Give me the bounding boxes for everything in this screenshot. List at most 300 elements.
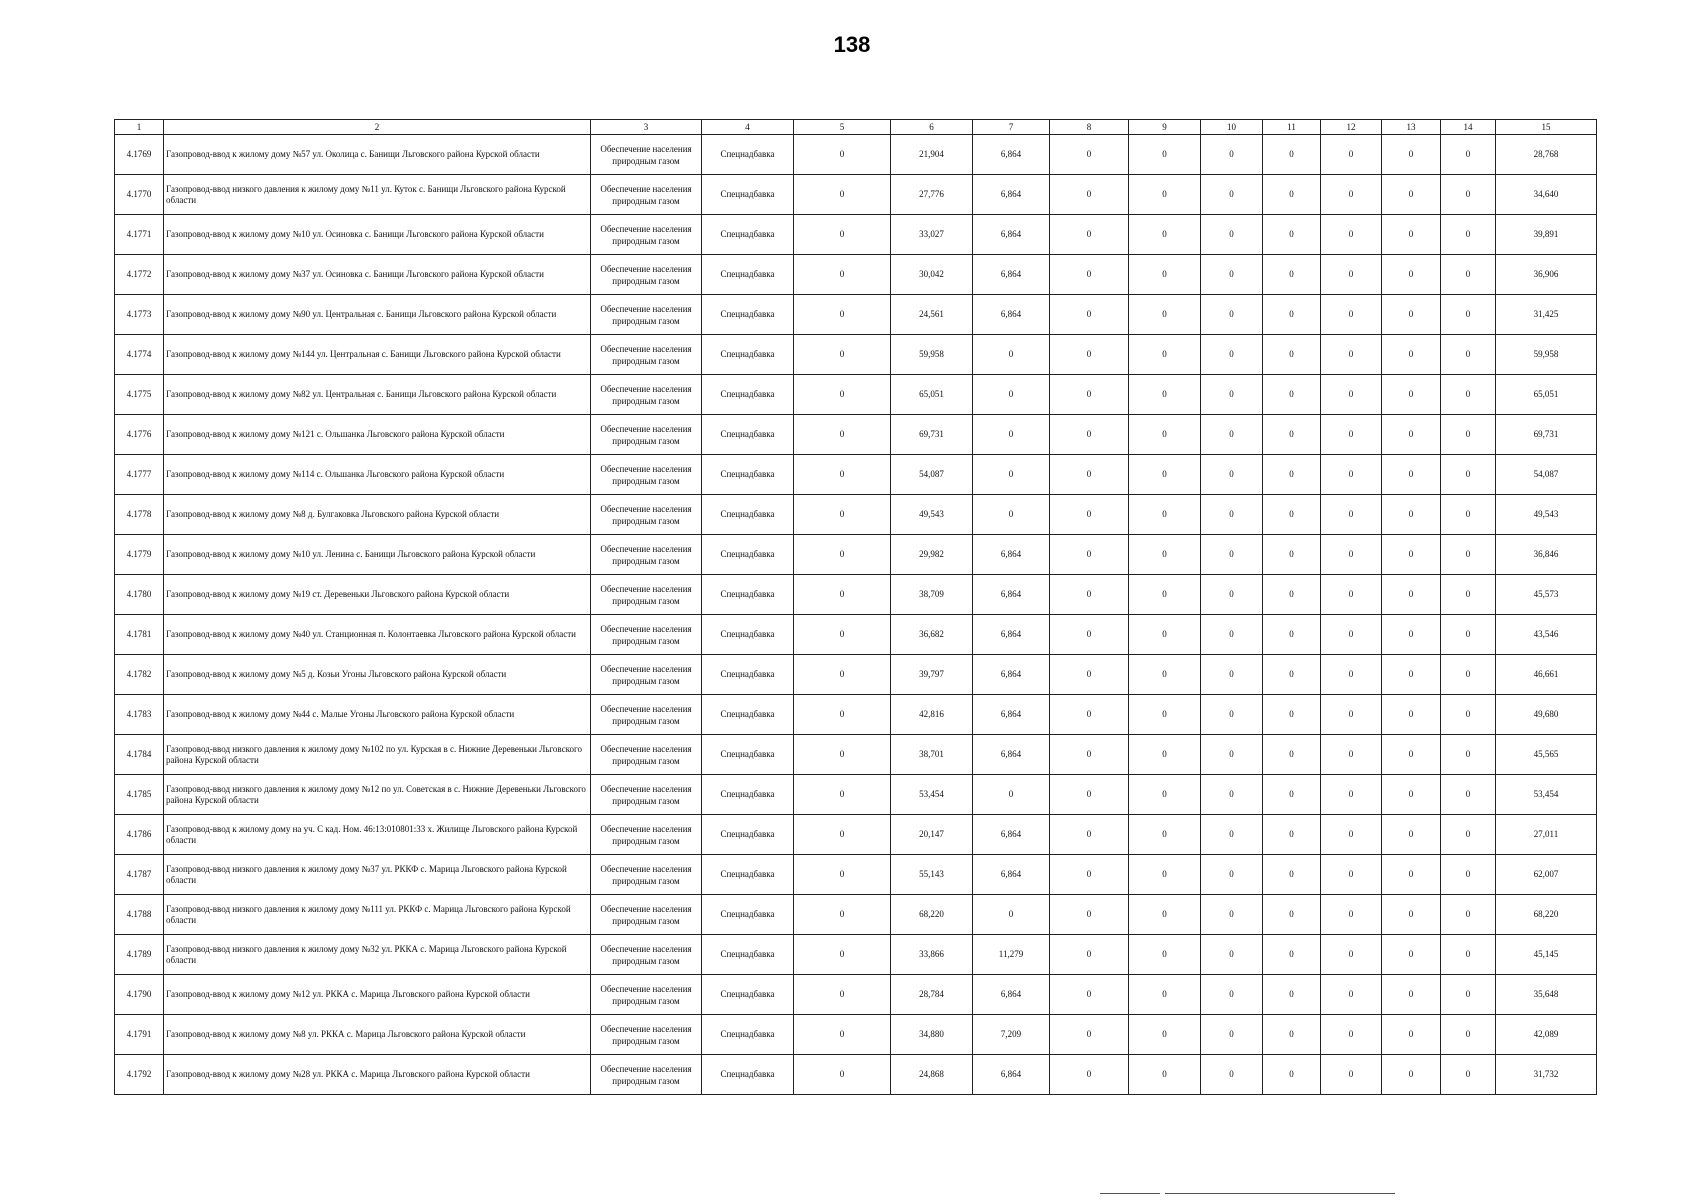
- object-name: Газопровод-ввод низкого давления к жилому дому №37 ул. РККФ с. Марица Льговского района Курской области: [164, 855, 591, 895]
- value-cell: 0: [1050, 975, 1129, 1015]
- value-cell: 0: [1382, 1015, 1441, 1055]
- value-cell: 0: [1321, 1055, 1382, 1095]
- value-cell: 28,784: [891, 975, 973, 1015]
- row-index: 4.1773: [115, 295, 164, 335]
- purpose-cell: Обеспечение населения природным газом: [591, 255, 702, 295]
- value-cell: 0: [1382, 655, 1441, 695]
- value-cell: 0: [1321, 895, 1382, 935]
- object-name: Газопровод-ввод к жилому дому №90 ул. Центральная с. Банищи Льговского района Курской области: [164, 295, 591, 335]
- value-cell: 0: [1321, 375, 1382, 415]
- value-cell: 6,864: [973, 1055, 1050, 1095]
- row-index: 4.1785: [115, 775, 164, 815]
- value-cell: 29,982: [891, 535, 973, 575]
- column-header: 12: [1321, 120, 1382, 135]
- value-cell: 0: [1441, 855, 1496, 895]
- source-cell: Спецнадбавка: [702, 335, 794, 375]
- total-cell: 27,011: [1496, 815, 1597, 855]
- value-cell: 0: [1382, 255, 1441, 295]
- value-cell: 0: [1263, 455, 1321, 495]
- table-row: [115, 335, 1597, 375]
- value-cell: 0: [1321, 855, 1382, 895]
- value-cell: 68,220: [891, 895, 973, 935]
- table-header-row: [115, 120, 1597, 135]
- value-cell: 0: [973, 455, 1050, 495]
- source-cell: Спецнадбавка: [702, 1015, 794, 1055]
- value-cell: 0: [1129, 975, 1201, 1015]
- value-cell: 0: [1050, 735, 1129, 775]
- value-cell: 0: [1201, 255, 1263, 295]
- value-cell: 0: [1201, 975, 1263, 1015]
- purpose-cell: Обеспечение населения природным газом: [591, 575, 702, 615]
- value-cell: 49,543: [891, 495, 973, 535]
- value-cell: 0: [1129, 375, 1201, 415]
- table-body: [115, 135, 1597, 1095]
- page-number: 138: [833, 32, 871, 57]
- value-cell: 0: [1321, 815, 1382, 855]
- value-cell: 0: [1201, 1055, 1263, 1095]
- value-cell: 0: [1050, 1015, 1129, 1055]
- column-header: 10: [1201, 120, 1263, 135]
- value-cell: 0: [1382, 615, 1441, 655]
- object-name: Газопровод-ввод к жилому дому №12 ул. РККА с. Марица Льговского района Курской области: [164, 975, 591, 1015]
- value-cell: 42,816: [891, 695, 973, 735]
- value-cell: 0: [1441, 975, 1496, 1015]
- value-cell: 0: [1321, 1015, 1382, 1055]
- object-name: Газопровод-ввод к жилому дому №5 д. Козьи Угоны Льговского района Курской области: [164, 655, 591, 695]
- value-cell: 0: [1382, 935, 1441, 975]
- row-index: 4.1776: [115, 415, 164, 455]
- value-cell: 0: [1382, 455, 1441, 495]
- value-cell: 0: [794, 1055, 891, 1095]
- value-cell: 0: [1050, 455, 1129, 495]
- purpose-cell: Обеспечение населения природным газом: [591, 215, 702, 255]
- source-cell: Спецнадбавка: [702, 455, 794, 495]
- value-cell: 0: [1201, 895, 1263, 935]
- value-cell: 0: [1201, 735, 1263, 775]
- table-row: [115, 535, 1597, 575]
- value-cell: 0: [1129, 215, 1201, 255]
- value-cell: 0: [1382, 415, 1441, 455]
- value-cell: 0: [1441, 655, 1496, 695]
- purpose-cell: Обеспечение населения природным газом: [591, 855, 702, 895]
- purpose-cell: Обеспечение населения природным газом: [591, 815, 702, 855]
- row-index: 4.1791: [115, 1015, 164, 1055]
- value-cell: 0: [794, 655, 891, 695]
- value-cell: 0: [1129, 415, 1201, 455]
- value-cell: 0: [794, 295, 891, 335]
- value-cell: 0: [1050, 375, 1129, 415]
- total-cell: 65,051: [1496, 375, 1597, 415]
- table-row: [115, 695, 1597, 735]
- value-cell: 0: [1441, 375, 1496, 415]
- value-cell: 0: [1441, 495, 1496, 535]
- table-row: [115, 735, 1597, 775]
- total-cell: 54,087: [1496, 455, 1597, 495]
- total-cell: 43,546: [1496, 615, 1597, 655]
- value-cell: 33,027: [891, 215, 973, 255]
- column-header: 6: [891, 120, 973, 135]
- data-table: [114, 119, 1597, 1095]
- value-cell: 0: [1321, 415, 1382, 455]
- value-cell: 0: [1050, 535, 1129, 575]
- value-cell: 55,143: [891, 855, 973, 895]
- value-cell: 0: [1382, 855, 1441, 895]
- value-cell: 0: [1050, 295, 1129, 335]
- value-cell: 0: [1129, 135, 1201, 175]
- value-cell: 0: [1050, 815, 1129, 855]
- value-cell: 0: [1263, 655, 1321, 695]
- purpose-cell: Обеспечение населения природным газом: [591, 495, 702, 535]
- value-cell: 0: [1050, 335, 1129, 375]
- value-cell: 0: [1129, 1015, 1201, 1055]
- object-name: Газопровод-ввод низкого давления к жилому дому №11 ул. Куток с. Банищи Льговского района Курской области: [164, 175, 591, 215]
- row-index: 4.1774: [115, 335, 164, 375]
- value-cell: 0: [1129, 575, 1201, 615]
- value-cell: 0: [1382, 215, 1441, 255]
- row-index: 4.1771: [115, 215, 164, 255]
- value-cell: 0: [794, 575, 891, 615]
- purpose-cell: Обеспечение населения природным газом: [591, 415, 702, 455]
- value-cell: 0: [1441, 415, 1496, 455]
- value-cell: 0: [1263, 535, 1321, 575]
- table-row: [115, 135, 1597, 175]
- source-cell: Спецнадбавка: [702, 975, 794, 1015]
- column-header: 2: [164, 120, 591, 135]
- source-cell: Спецнадбавка: [702, 375, 794, 415]
- total-cell: 31,425: [1496, 295, 1597, 335]
- value-cell: 0: [1321, 735, 1382, 775]
- value-cell: 0: [1129, 815, 1201, 855]
- value-cell: 6,864: [973, 215, 1050, 255]
- value-cell: 6,864: [973, 815, 1050, 855]
- value-cell: 0: [1441, 1055, 1496, 1095]
- value-cell: 0: [1382, 495, 1441, 535]
- value-cell: 0: [1201, 535, 1263, 575]
- object-name: Газопровод-ввод к жилому дому на уч. С кад. Ном. 46:13:010801:33 х. Жилище Льговского района Курской области: [164, 815, 591, 855]
- value-cell: 0: [1263, 935, 1321, 975]
- value-cell: 0: [1050, 415, 1129, 455]
- table-row: [115, 495, 1597, 535]
- value-cell: 0: [1321, 935, 1382, 975]
- value-cell: 0: [1382, 375, 1441, 415]
- row-index: 4.1787: [115, 855, 164, 895]
- purpose-cell: Обеспечение населения природным газом: [591, 535, 702, 575]
- value-cell: 20,147: [891, 815, 973, 855]
- source-cell: Спецнадбавка: [702, 895, 794, 935]
- total-cell: 36,846: [1496, 535, 1597, 575]
- value-cell: 0: [1201, 615, 1263, 655]
- source-cell: Спецнадбавка: [702, 535, 794, 575]
- purpose-cell: Обеспечение населения природным газом: [591, 895, 702, 935]
- object-name: Газопровод-ввод низкого давления к жилому дому №32 ул. РККА с. Марица Льговского района Курской области: [164, 935, 591, 975]
- value-cell: 0: [1129, 735, 1201, 775]
- source-cell: Спецнадбавка: [702, 695, 794, 735]
- value-cell: 0: [1263, 695, 1321, 735]
- purpose-cell: Обеспечение населения природным газом: [591, 655, 702, 695]
- value-cell: 27,776: [891, 175, 973, 215]
- value-cell: 0: [794, 535, 891, 575]
- value-cell: 30,042: [891, 255, 973, 295]
- value-cell: 0: [1201, 655, 1263, 695]
- value-cell: 0: [1382, 695, 1441, 735]
- purpose-cell: Обеспечение населения природным газом: [591, 375, 702, 415]
- value-cell: 0: [794, 335, 891, 375]
- object-name: Газопровод-ввод к жилому дому №121 с. Ольшанка Льговского района Курской области: [164, 415, 591, 455]
- table-row: [115, 215, 1597, 255]
- document-table-container: [114, 119, 1596, 1095]
- value-cell: 0: [1263, 575, 1321, 615]
- value-cell: 0: [1201, 695, 1263, 735]
- value-cell: 0: [1129, 615, 1201, 655]
- value-cell: 0: [1382, 535, 1441, 575]
- column-header: 1: [115, 120, 164, 135]
- source-cell: Спецнадбавка: [702, 735, 794, 775]
- value-cell: 0: [794, 975, 891, 1015]
- value-cell: 39,797: [891, 655, 973, 695]
- object-name: Газопровод-ввод к жилому дому №10 ул. Ленина с. Банищи Льговского района Курской области: [164, 535, 591, 575]
- value-cell: 6,864: [973, 535, 1050, 575]
- value-cell: 0: [794, 695, 891, 735]
- table-row: [115, 775, 1597, 815]
- value-cell: 0: [1201, 215, 1263, 255]
- value-cell: 0: [1441, 295, 1496, 335]
- value-cell: 0: [1263, 415, 1321, 455]
- value-cell: 0: [1129, 935, 1201, 975]
- value-cell: 0: [1382, 135, 1441, 175]
- table-row: [115, 855, 1597, 895]
- value-cell: 0: [1050, 1055, 1129, 1095]
- value-cell: 6,864: [973, 735, 1050, 775]
- table-row: [115, 375, 1597, 415]
- object-name: Газопровод-ввод низкого давления к жилому дому №102 по ул. Курская в с. Нижние Деревеньки Льговского района Курской области: [164, 735, 591, 775]
- value-cell: 0: [794, 415, 891, 455]
- value-cell: 0: [1201, 935, 1263, 975]
- column-header: 4: [702, 120, 794, 135]
- value-cell: 34,880: [891, 1015, 973, 1055]
- column-header: 9: [1129, 120, 1201, 135]
- value-cell: 0: [1263, 135, 1321, 175]
- purpose-cell: Обеспечение населения природным газом: [591, 1055, 702, 1095]
- total-cell: 49,680: [1496, 695, 1597, 735]
- row-index: 4.1779: [115, 535, 164, 575]
- value-cell: 59,958: [891, 335, 973, 375]
- source-cell: Спецнадбавка: [702, 775, 794, 815]
- value-cell: 0: [1201, 375, 1263, 415]
- value-cell: 0: [1263, 815, 1321, 855]
- purpose-cell: Обеспечение населения природным газом: [591, 975, 702, 1015]
- row-index: 4.1778: [115, 495, 164, 535]
- column-header: 11: [1263, 120, 1321, 135]
- row-index: 4.1777: [115, 455, 164, 495]
- value-cell: 0: [1201, 295, 1263, 335]
- table-row: [115, 455, 1597, 495]
- purpose-cell: Обеспечение населения природным газом: [591, 335, 702, 375]
- object-name: Газопровод-ввод к жилому дому №40 ул. Станционная п. Колонтаевка Льговского района Курской области: [164, 615, 591, 655]
- source-cell: Спецнадбавка: [702, 815, 794, 855]
- value-cell: 0: [1441, 775, 1496, 815]
- value-cell: 33,866: [891, 935, 973, 975]
- total-cell: 36,906: [1496, 255, 1597, 295]
- value-cell: 0: [1129, 175, 1201, 215]
- value-cell: 0: [794, 615, 891, 655]
- object-name: Газопровод-ввод к жилому дому №19 ст. Деревеньки Льговского района Курской области: [164, 575, 591, 615]
- value-cell: 0: [1201, 135, 1263, 175]
- row-index: 4.1788: [115, 895, 164, 935]
- purpose-cell: Обеспечение населения природным газом: [591, 935, 702, 975]
- purpose-cell: Обеспечение населения природным газом: [591, 295, 702, 335]
- value-cell: 0: [1321, 255, 1382, 295]
- total-cell: 39,891: [1496, 215, 1597, 255]
- table-row: [115, 655, 1597, 695]
- table-row: [115, 935, 1597, 975]
- value-cell: 0: [1129, 855, 1201, 895]
- value-cell: 0: [973, 415, 1050, 455]
- value-cell: 65,051: [891, 375, 973, 415]
- value-cell: 0: [1263, 175, 1321, 215]
- value-cell: 0: [1321, 495, 1382, 535]
- total-cell: 53,454: [1496, 775, 1597, 815]
- value-cell: 0: [794, 775, 891, 815]
- total-cell: 35,648: [1496, 975, 1597, 1015]
- value-cell: 38,701: [891, 735, 973, 775]
- value-cell: 0: [1382, 975, 1441, 1015]
- table-row: [115, 295, 1597, 335]
- value-cell: 0: [1321, 535, 1382, 575]
- value-cell: 0: [1441, 735, 1496, 775]
- source-cell: Спецнадбавка: [702, 175, 794, 215]
- scan-artifact: [1165, 1193, 1395, 1194]
- value-cell: 0: [1201, 335, 1263, 375]
- total-cell: 45,145: [1496, 935, 1597, 975]
- source-cell: Спецнадбавка: [702, 495, 794, 535]
- row-index: 4.1789: [115, 935, 164, 975]
- value-cell: 0: [1263, 295, 1321, 335]
- source-cell: Спецнадбавка: [702, 1055, 794, 1095]
- total-cell: 31,732: [1496, 1055, 1597, 1095]
- row-index: 4.1770: [115, 175, 164, 215]
- value-cell: 0: [1441, 255, 1496, 295]
- value-cell: 0: [1441, 335, 1496, 375]
- value-cell: 6,864: [973, 175, 1050, 215]
- total-cell: 46,661: [1496, 655, 1597, 695]
- object-name: Газопровод-ввод к жилому дому №28 ул. РККА с. Марица Льговского района Курской области: [164, 1055, 591, 1095]
- value-cell: 0: [1050, 615, 1129, 655]
- source-cell: Спецнадбавка: [702, 855, 794, 895]
- object-name: Газопровод-ввод к жилому дому №57 ул. Околица с. Банищи Льговского района Курской области: [164, 135, 591, 175]
- source-cell: Спецнадбавка: [702, 615, 794, 655]
- value-cell: 0: [1441, 695, 1496, 735]
- value-cell: 0: [1050, 655, 1129, 695]
- value-cell: 0: [794, 175, 891, 215]
- column-header: 7: [973, 120, 1050, 135]
- total-cell: 28,768: [1496, 135, 1597, 175]
- source-cell: Спецнадбавка: [702, 655, 794, 695]
- value-cell: 0: [1050, 895, 1129, 935]
- value-cell: 0: [1201, 175, 1263, 215]
- value-cell: 0: [794, 215, 891, 255]
- value-cell: 0: [1201, 855, 1263, 895]
- value-cell: 69,731: [891, 415, 973, 455]
- value-cell: 0: [1441, 1015, 1496, 1055]
- value-cell: 0: [1321, 615, 1382, 655]
- value-cell: 0: [1263, 375, 1321, 415]
- row-index: 4.1790: [115, 975, 164, 1015]
- source-cell: Спецнадбавка: [702, 295, 794, 335]
- value-cell: 0: [1382, 575, 1441, 615]
- value-cell: 0: [1263, 255, 1321, 295]
- value-cell: 6,864: [973, 855, 1050, 895]
- value-cell: 0: [1263, 495, 1321, 535]
- value-cell: 0: [794, 495, 891, 535]
- value-cell: 6,864: [973, 135, 1050, 175]
- value-cell: 21,904: [891, 135, 973, 175]
- value-cell: 0: [1201, 455, 1263, 495]
- value-cell: 0: [1382, 815, 1441, 855]
- column-header: 13: [1382, 120, 1441, 135]
- value-cell: 0: [1129, 495, 1201, 535]
- value-cell: 0: [1263, 975, 1321, 1015]
- value-cell: 0: [1129, 255, 1201, 295]
- row-index: 4.1784: [115, 735, 164, 775]
- row-index: 4.1772: [115, 255, 164, 295]
- value-cell: 0: [1441, 935, 1496, 975]
- value-cell: 0: [973, 775, 1050, 815]
- object-name: Газопровод-ввод к жилому дому №8 ул. РККА с. Марица Льговского района Курской области: [164, 1015, 591, 1055]
- value-cell: 0: [1129, 295, 1201, 335]
- value-cell: 0: [1263, 335, 1321, 375]
- value-cell: 0: [1263, 1015, 1321, 1055]
- table-row: [115, 895, 1597, 935]
- purpose-cell: Обеспечение населения природным газом: [591, 1015, 702, 1055]
- value-cell: 0: [1263, 215, 1321, 255]
- value-cell: 0: [1321, 455, 1382, 495]
- value-cell: 6,864: [973, 975, 1050, 1015]
- value-cell: 24,561: [891, 295, 973, 335]
- row-index: 4.1781: [115, 615, 164, 655]
- table-row: [115, 1055, 1597, 1095]
- value-cell: 0: [794, 135, 891, 175]
- object-name: Газопровод-ввод к жилому дому №144 ул. Центральная с. Банищи Льговского района Курской области: [164, 335, 591, 375]
- total-cell: 59,958: [1496, 335, 1597, 375]
- purpose-cell: Обеспечение населения природным газом: [591, 135, 702, 175]
- row-index: 4.1792: [115, 1055, 164, 1095]
- value-cell: 0: [973, 375, 1050, 415]
- object-name: Газопровод-ввод к жилому дому №8 д. Булгаковка Льговского района Курской области: [164, 495, 591, 535]
- value-cell: 0: [1129, 535, 1201, 575]
- value-cell: 0: [1263, 895, 1321, 935]
- total-cell: 69,731: [1496, 415, 1597, 455]
- value-cell: 0: [1321, 295, 1382, 335]
- object-name: Газопровод-ввод к жилому дому №114 с. Ольшанка Льговского района Курской области: [164, 455, 591, 495]
- source-cell: Спецнадбавка: [702, 255, 794, 295]
- value-cell: 0: [1201, 1015, 1263, 1055]
- row-index: 4.1782: [115, 655, 164, 695]
- value-cell: 0: [1201, 495, 1263, 535]
- table-row: [115, 615, 1597, 655]
- table-row: [115, 975, 1597, 1015]
- row-index: 4.1786: [115, 815, 164, 855]
- value-cell: 0: [973, 895, 1050, 935]
- value-cell: 0: [1129, 775, 1201, 815]
- table-row: [115, 255, 1597, 295]
- table-row: [115, 815, 1597, 855]
- object-name: Газопровод-ввод низкого давления к жилому дому №111 ул. РККФ с. Марица Льговского района Курской области: [164, 895, 591, 935]
- column-header: 8: [1050, 120, 1129, 135]
- value-cell: 0: [1129, 695, 1201, 735]
- row-index: 4.1783: [115, 695, 164, 735]
- value-cell: 0: [1321, 575, 1382, 615]
- row-index: 4.1775: [115, 375, 164, 415]
